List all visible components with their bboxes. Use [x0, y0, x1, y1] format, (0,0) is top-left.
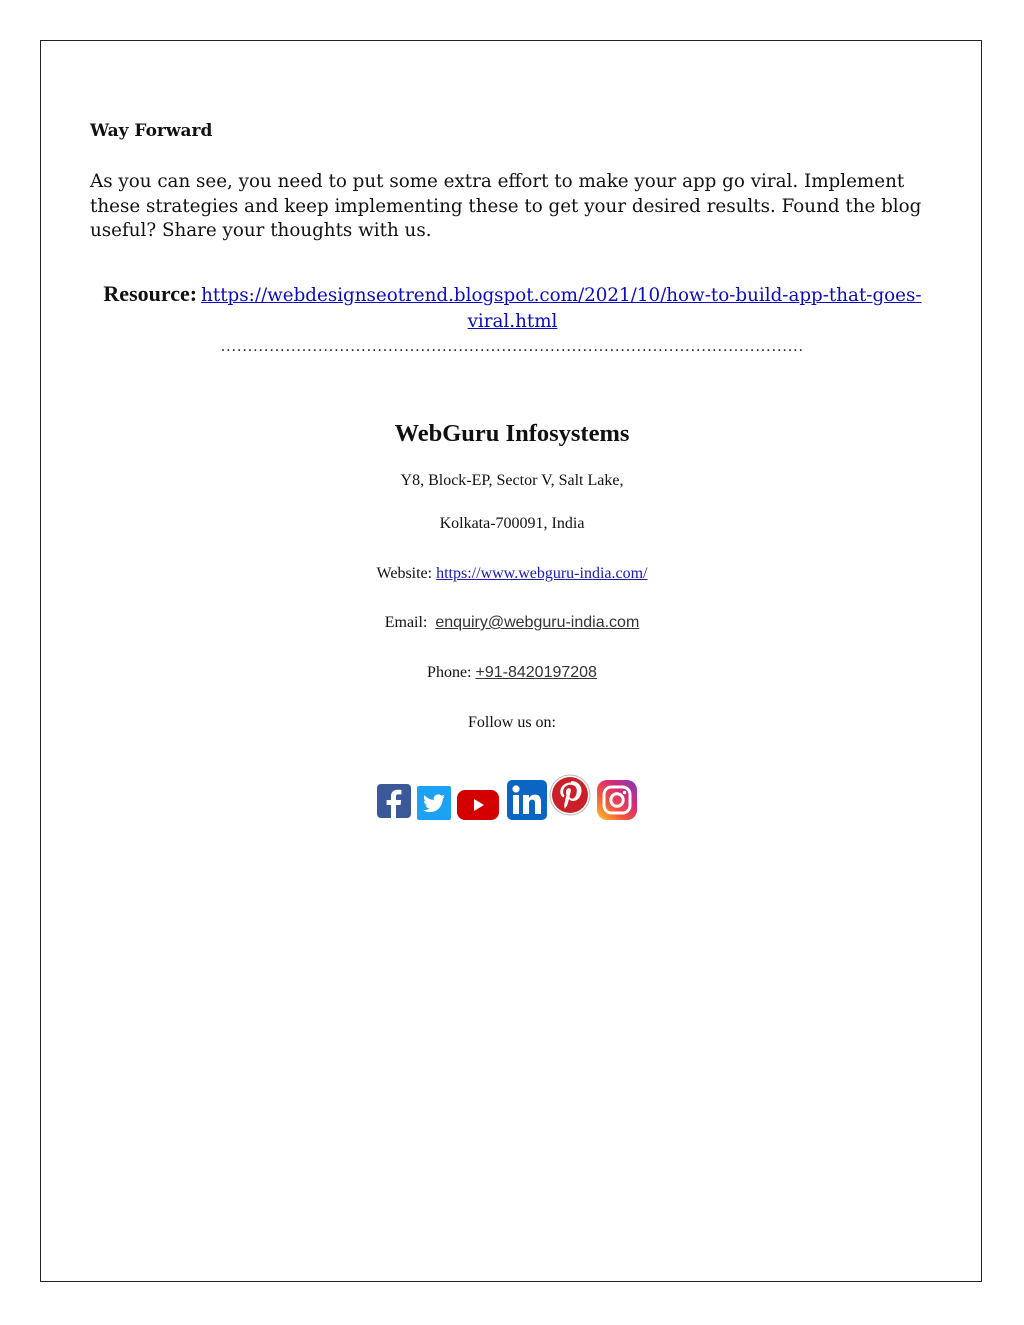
social-icons	[375, 774, 645, 824]
phone-link[interactable]: +91-8420197208	[475, 664, 597, 681]
resource-link-line1: https://webdesignseotrend.blogspot.com/2021/10/how-to-build-app-that-goes-	[201, 285, 922, 306]
address-line-1: Y8, Block-EP, Sector V, Salt Lake,	[400, 472, 624, 489]
phone-label: Phone:	[427, 664, 476, 681]
follow-us-text: Follow us on:	[467, 714, 556, 731]
website-link[interactable]: https://www.webguru-india.com/	[436, 565, 648, 582]
youtube-icon[interactable]	[457, 790, 499, 820]
resource-block	[100, 281, 925, 335]
resource-label: Resource:	[103, 281, 198, 306]
website-line	[0, 565, 1024, 583]
address-line-2: Kolkata-700091, India	[439, 515, 585, 532]
linkedin-icon[interactable]	[507, 780, 547, 820]
website-label: Website:	[376, 565, 437, 582]
dotted-separator: ………………………………………………………………………………………………	[220, 338, 804, 355]
phone-line	[0, 664, 1024, 682]
body-paragraph: As you can see, you need to put some extra effort to make your app go viral. Implement these strategies and keep implementing these to get your desired results. Found the blog useful? Share your thoughts with us.	[90, 171, 922, 241]
instagram-icon[interactable]	[597, 780, 637, 820]
section-heading: Way Forward	[90, 121, 213, 141]
company-name: WebGuru Infosystems	[394, 420, 630, 447]
resource-link-line2: viral.html	[467, 311, 558, 332]
facebook-icon[interactable]	[377, 784, 411, 818]
twitter-icon[interactable]	[417, 786, 451, 820]
email-label: Email:	[384, 614, 436, 631]
pinterest-icon[interactable]	[549, 774, 591, 816]
resource-link[interactable]	[201, 285, 921, 332]
email-line	[0, 614, 1024, 632]
email-link[interactable]: enquiry@webguru-india.com	[435, 614, 640, 631]
